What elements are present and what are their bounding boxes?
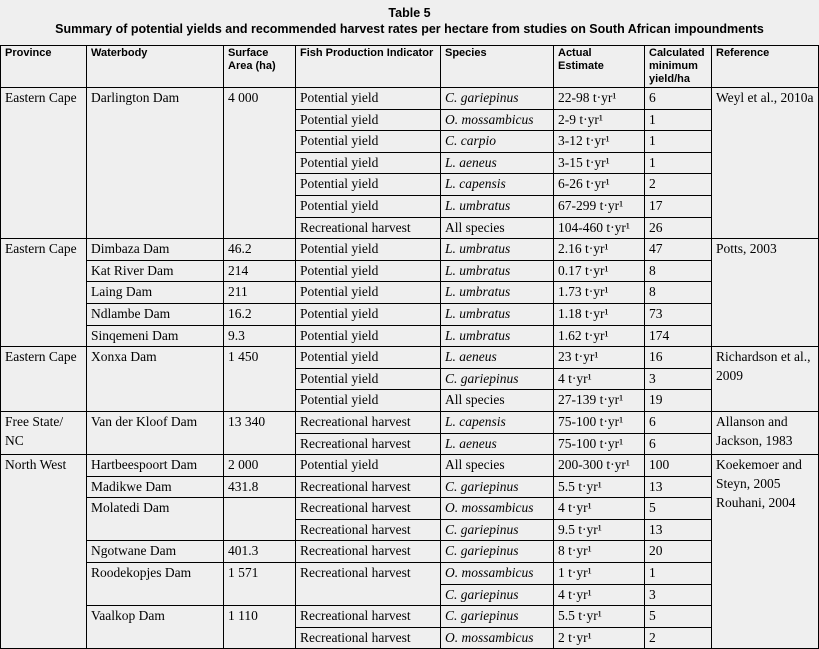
minimum-cell: 73	[645, 303, 712, 325]
header-province: Province	[1, 46, 87, 88]
indicator-cell: Potential yield	[296, 109, 441, 131]
indicator-cell: Recreational harvest	[296, 606, 441, 628]
waterbody-cell: Madikwe Dam	[87, 476, 224, 498]
estimate-cell: 2 t·yr¹	[554, 627, 645, 649]
estimate-cell: 9.5 t·yr¹	[554, 519, 645, 541]
estimate-cell: 75-100 t·yr¹	[554, 411, 645, 433]
indicator-cell: Recreational harvest	[296, 541, 441, 563]
minimum-cell: 1	[645, 131, 712, 153]
minimum-cell: 13	[645, 476, 712, 498]
area-cell: 214	[224, 260, 296, 282]
area-cell: 16.2	[224, 303, 296, 325]
minimum-cell: 174	[645, 325, 712, 347]
minimum-cell: 2	[645, 174, 712, 196]
estimate-cell: 2-9 t·yr¹	[554, 109, 645, 131]
species-cell: L. aeneus	[441, 347, 554, 369]
area-cell: 401.3	[224, 541, 296, 563]
waterbody-cell: Ngotwane Dam	[87, 541, 224, 563]
table-row	[1, 303, 819, 325]
indicator-cell: Recreational harvest	[296, 519, 441, 541]
waterbody-cell: Roodekopjes Dam	[87, 563, 224, 606]
species-cell: C. gariepinus	[441, 541, 554, 563]
species-cell: O. mossambicus	[441, 563, 554, 585]
minimum-cell: 26	[645, 217, 712, 239]
area-cell: 431.8	[224, 476, 296, 498]
minimum-cell: 6	[645, 433, 712, 455]
estimate-cell: 1.73 t·yr¹	[554, 282, 645, 304]
indicator-cell: Potential yield	[296, 455, 441, 477]
species-cell: L. umbratus	[441, 282, 554, 304]
estimate-cell: 1.62 t·yr¹	[554, 325, 645, 347]
waterbody-cell: Dimbaza Dam	[87, 239, 224, 261]
area-cell: 4 000	[224, 88, 296, 239]
reference-cell: Weyl et al., 2010a	[712, 88, 819, 239]
area-cell: 1 450	[224, 347, 296, 412]
header-reference: Reference	[712, 46, 819, 88]
minimum-cell: 3	[645, 368, 712, 390]
indicator-cell: Potential yield	[296, 325, 441, 347]
table-row	[1, 411, 819, 433]
indicator-cell: Potential yield	[296, 282, 441, 304]
minimum-cell: 19	[645, 390, 712, 412]
table-row	[1, 325, 819, 347]
reference-cell: Allanson and Jackson, 1983	[712, 411, 819, 454]
reference-cell: Richardson et al., 2009	[712, 347, 819, 412]
table-row	[1, 455, 819, 477]
waterbody-cell: Vaalkop Dam	[87, 606, 224, 649]
estimate-cell: 200-300 t·yr¹	[554, 455, 645, 477]
table-row	[1, 347, 819, 369]
minimum-cell: 1	[645, 152, 712, 174]
waterbody-cell: Ndlambe Dam	[87, 303, 224, 325]
estimate-cell: 5.5 t·yr¹	[554, 476, 645, 498]
species-cell: O. mossambicus	[441, 498, 554, 520]
table-row	[1, 606, 819, 628]
indicator-cell: Potential yield	[296, 174, 441, 196]
table-caption	[0, 5, 819, 37]
species-cell: L. umbratus	[441, 239, 554, 261]
indicator-cell: Recreational harvest	[296, 476, 441, 498]
minimum-cell: 20	[645, 541, 712, 563]
header-species: Species	[441, 46, 554, 88]
estimate-cell: 4 t·yr¹	[554, 368, 645, 390]
area-cell	[224, 498, 296, 541]
species-cell: C. gariepinus	[441, 519, 554, 541]
minimum-cell: 8	[645, 282, 712, 304]
table-row	[1, 498, 819, 520]
province-cell: North West	[1, 455, 87, 649]
reference-cell: Potts, 2003	[712, 239, 819, 347]
estimate-cell: 22-98 t·yr¹	[554, 88, 645, 110]
table-row	[1, 563, 819, 585]
area-cell: 211	[224, 282, 296, 304]
estimate-cell: 6-26 t·yr¹	[554, 174, 645, 196]
species-cell: C. carpio	[441, 131, 554, 153]
estimate-cell: 3-15 t·yr¹	[554, 152, 645, 174]
species-cell: C. gariepinus	[441, 476, 554, 498]
indicator-cell: Recreational harvest	[296, 411, 441, 433]
species-cell: L. aeneus	[441, 433, 554, 455]
table-row	[1, 260, 819, 282]
estimate-cell: 4 t·yr¹	[554, 498, 645, 520]
species-cell: L. capensis	[441, 411, 554, 433]
minimum-cell: 5	[645, 606, 712, 628]
province-cell: Eastern Cape	[1, 347, 87, 412]
species-cell: L. umbratus	[441, 303, 554, 325]
province-cell: Free State/ NC	[1, 411, 87, 454]
area-cell: 2 000	[224, 455, 296, 477]
indicator-cell: Recreational harvest	[296, 563, 441, 606]
header-indicator: Fish Production Indicator	[296, 46, 441, 88]
minimum-cell: 8	[645, 260, 712, 282]
estimate-cell: 104-460 t·yr¹	[554, 217, 645, 239]
species-cell: O. mossambicus	[441, 627, 554, 649]
indicator-cell: Potential yield	[296, 390, 441, 412]
minimum-cell: 6	[645, 411, 712, 433]
waterbody-cell: Xonxa Dam	[87, 347, 224, 412]
estimate-cell: 4 t·yr¹	[554, 584, 645, 606]
area-cell: 1 110	[224, 606, 296, 649]
reference-cell: Koekemoer and Steyn, 2005 Rouhani, 2004	[712, 455, 819, 649]
table-title: Table 5	[388, 6, 431, 20]
species-cell: O. mossambicus	[441, 109, 554, 131]
estimate-cell: 27-139 t·yr¹	[554, 390, 645, 412]
table-row	[1, 476, 819, 498]
indicator-cell: Recreational harvest	[296, 498, 441, 520]
waterbody-cell: Laing Dam	[87, 282, 224, 304]
estimate-cell: 1 t·yr¹	[554, 563, 645, 585]
indicator-cell: Potential yield	[296, 260, 441, 282]
estimate-cell: 3-12 t·yr¹	[554, 131, 645, 153]
area-cell: 9.3	[224, 325, 296, 347]
species-cell: L. umbratus	[441, 260, 554, 282]
species-cell: C. gariepinus	[441, 88, 554, 110]
species-cell: C. gariepinus	[441, 368, 554, 390]
species-cell: L. umbratus	[441, 325, 554, 347]
waterbody-cell: Molatedi Dam	[87, 498, 224, 541]
estimate-cell: 75-100 t·yr¹	[554, 433, 645, 455]
species-cell: L. aeneus	[441, 152, 554, 174]
minimum-cell: 2	[645, 627, 712, 649]
estimate-cell: 2.16 t·yr¹	[554, 239, 645, 261]
species-cell: L. capensis	[441, 174, 554, 196]
table-subtitle: Summary of potential yields and recommended harvest rates per hectare from studies on South African impoundments	[55, 22, 764, 36]
species-cell: All species	[441, 390, 554, 412]
yield-table	[0, 45, 819, 649]
waterbody-cell: Kat River Dam	[87, 260, 224, 282]
indicator-cell: Potential yield	[296, 368, 441, 390]
minimum-cell: 13	[645, 519, 712, 541]
indicator-cell: Potential yield	[296, 152, 441, 174]
indicator-cell: Potential yield	[296, 347, 441, 369]
header-estimate: Actual Estimate	[554, 46, 645, 88]
minimum-cell: 3	[645, 584, 712, 606]
species-cell: C. gariepinus	[441, 606, 554, 628]
waterbody-cell: Van der Kloof Dam	[87, 411, 224, 454]
indicator-cell: Recreational harvest	[296, 627, 441, 649]
indicator-cell: Potential yield	[296, 131, 441, 153]
province-cell: Eastern Cape	[1, 88, 87, 239]
indicator-cell: Potential yield	[296, 88, 441, 110]
species-cell: L. umbratus	[441, 195, 554, 217]
header-waterbody: Waterbody	[87, 46, 224, 88]
estimate-cell: 8 t·yr¹	[554, 541, 645, 563]
waterbody-cell: Sinqemeni Dam	[87, 325, 224, 347]
minimum-cell: 1	[645, 563, 712, 585]
minimum-cell: 16	[645, 347, 712, 369]
minimum-cell: 1	[645, 109, 712, 131]
indicator-cell: Recreational harvest	[296, 217, 441, 239]
minimum-cell: 6	[645, 88, 712, 110]
table-row	[1, 282, 819, 304]
minimum-cell: 5	[645, 498, 712, 520]
header-row	[1, 46, 819, 88]
area-cell: 1 571	[224, 563, 296, 606]
species-cell: All species	[441, 455, 554, 477]
header-minimum-yield: Calculated minimum yield/ha	[645, 46, 712, 88]
province-cell: Eastern Cape	[1, 239, 87, 347]
estimate-cell: 67-299 t·yr¹	[554, 195, 645, 217]
indicator-cell: Recreational harvest	[296, 433, 441, 455]
estimate-cell: 5.5 t·yr¹	[554, 606, 645, 628]
minimum-cell: 17	[645, 195, 712, 217]
minimum-cell: 100	[645, 455, 712, 477]
table-row	[1, 88, 819, 110]
waterbody-cell: Darlington Dam	[87, 88, 224, 239]
indicator-cell: Potential yield	[296, 195, 441, 217]
minimum-cell: 47	[645, 239, 712, 261]
waterbody-cell: Hartbeespoort Dam	[87, 455, 224, 477]
indicator-cell: Potential yield	[296, 239, 441, 261]
species-cell: C. gariepinus	[441, 584, 554, 606]
estimate-cell: 23 t·yr¹	[554, 347, 645, 369]
species-cell: All species	[441, 217, 554, 239]
area-cell: 46.2	[224, 239, 296, 261]
table-row	[1, 239, 819, 261]
indicator-cell: Potential yield	[296, 303, 441, 325]
table-row	[1, 541, 819, 563]
header-surface-area: Surface Area (ha)	[224, 46, 296, 88]
estimate-cell: 0.17 t·yr¹	[554, 260, 645, 282]
area-cell: 13 340	[224, 411, 296, 454]
estimate-cell: 1.18 t·yr¹	[554, 303, 645, 325]
